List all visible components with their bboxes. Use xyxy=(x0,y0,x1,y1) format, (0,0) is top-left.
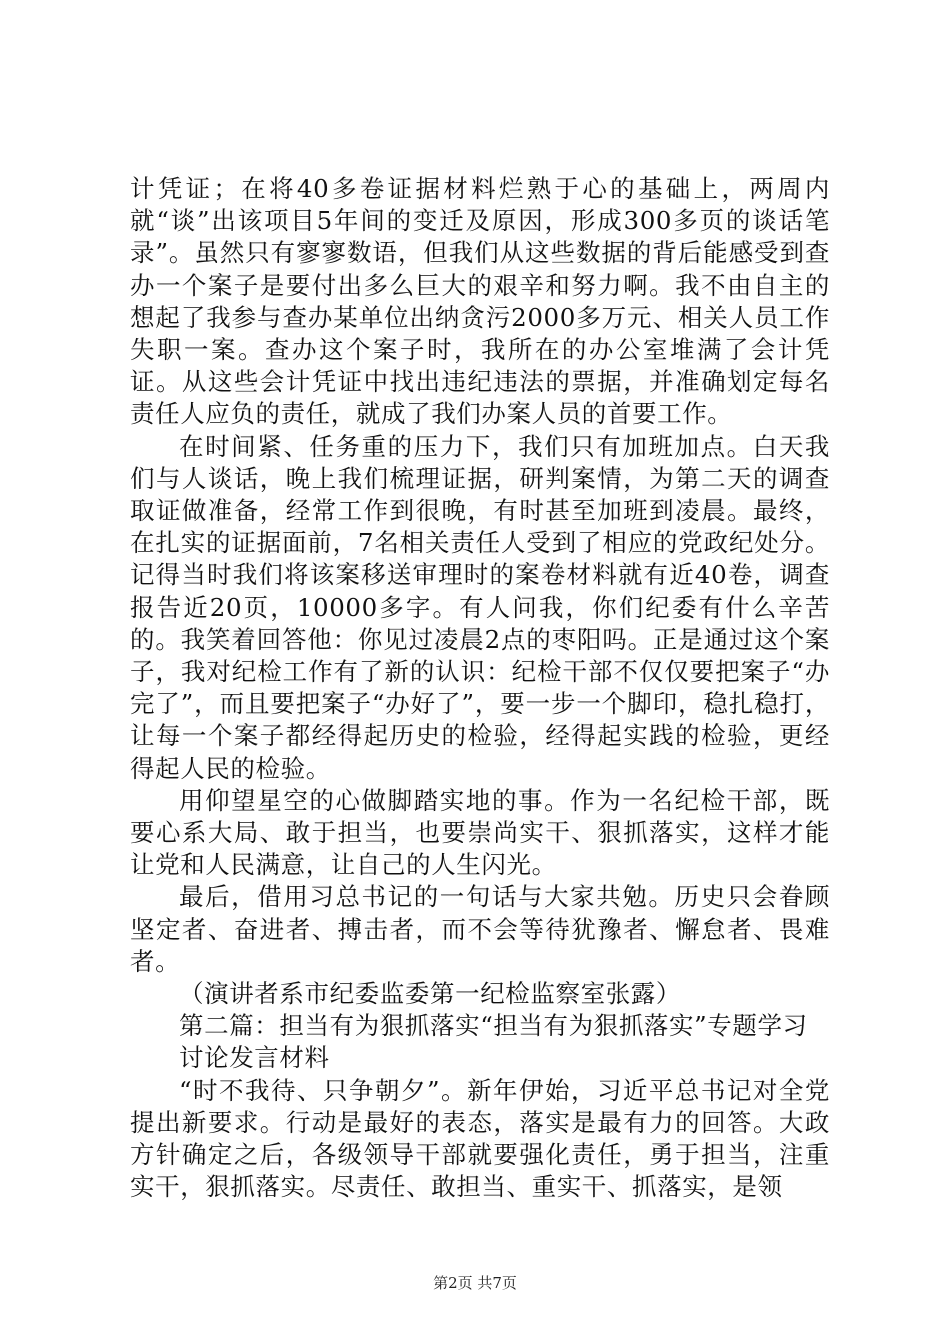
paragraph-speaker-note: （演讲者系市纪委监委第一纪检监察室张露） xyxy=(179,979,681,1009)
paragraph-overtime-work: 在时间紧、任务重的压力下，我们只有加班加点。白天我们与人谈话，晚上我们梳理证据，研判案情，为第二天的调查取证做准备，经常工作到很晚，有时甚至加班到凌晨。最终，在扎实的证据面前，7名相关责任人受到了相应的党政纪处分。记得当时我们将该案移送审理时的案卷材料就有近40卷，调查报告近20页，10000多字。有人问我，你们纪委有什么辛苦的。我笑着回答他：你见过凌晨2点的枣阳吗。正是通过这个案子，我对纪检工作有了新的认识：纪检干部不仅仅要把案子“办完了”，而且要把案子“办好了”，要一步一个脚印，稳扎稳打，让每一个案子都经得起历史的检验，经得起实践的检验，更经得起人民的检验。 xyxy=(130,431,830,783)
paragraph-new-year: “时不我待、只争朝夕”。新年伊始，习近平总书记对全党提出新要求。行动是最好的表态，落实是最有力的回答。大政方针确定之后，各级领导干部就要强化责任，勇于担当，注重实干，狠抓落实。尽责任、敢担当、重实干、抓落实，是领 xyxy=(130,1075,830,1202)
paragraph-case-files: 计凭证；在将40多卷证据材料烂熟于心的基础上，两周内就“谈”出该项目5年间的变迁及原因，形成300多页的谈话笔录”。虽然只有寥寥数语，但我们从这些数据的背后能感受到查办一个案子是要付出多么巨大的艰辛和努力啊。我不由自主的想起了我参与查办某单位出纳贪污2000多万元、相关人员工作失职一案。查办这个案子时，我所在的办公室堆满了会计凭证。从这些会计凭证中找出违纪违法的票据，并准确划定每名责任人应负的责任，就成了我们办案人员的首要工作。 xyxy=(130,174,830,429)
page-number-footer: 第2页 共7页 xyxy=(433,1274,517,1292)
section-heading-part-two: 第二篇：担当有为狠抓落实“担当有为狠抓落实”专题学习 xyxy=(179,1011,808,1041)
section-subheading-discussion: 讨论发言材料 xyxy=(179,1043,330,1073)
paragraph-stars-and-ground: 用仰望星空的心做脚踏实地的事。作为一名纪检干部，既要心系大局、敢于担当，也要崇尚实干、狠抓落实，这样才能让党和人民满意，让自己的人生闪光。 xyxy=(130,785,830,880)
document-body xyxy=(130,173,830,1204)
paragraph-closing-quote: 最后，借用习总书记的一句话与大家共勉。历史只会眷顾坚定者、奋进者、搏击者，而不会等待犹豫者、懈怠者、畏难者。 xyxy=(130,882,830,976)
